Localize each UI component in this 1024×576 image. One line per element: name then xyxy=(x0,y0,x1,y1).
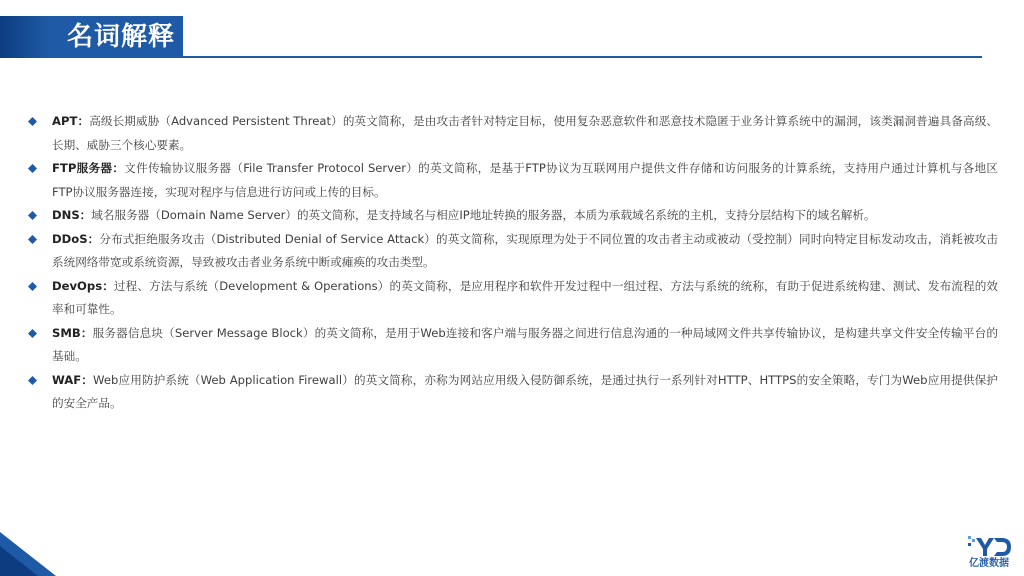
diamond-bullet-icon xyxy=(28,376,37,385)
company-logo xyxy=(964,534,1014,570)
diamond-bullet-icon xyxy=(28,211,37,220)
logo-text: 亿渡数据 xyxy=(969,558,1009,569)
definition-item-ftp xyxy=(28,157,998,204)
definition-term: DDoS： xyxy=(52,231,100,246)
definition-text: 域名服务器（Domain Name Server）的英文简称，是支持域名与相应IP地址转换的服务器，本质为承载域名系统的主机，支持分层结构下的域名解析。 xyxy=(91,208,876,222)
page-title: 名词解释 xyxy=(67,22,176,52)
definition-text: 高级长期威胁（Advanced Persistent Threat）的英文简称，是由攻击者针对特定目标，使用复杂恶意软件和恶意技术隐匿于业务计算系统中的漏洞，该类漏洞普遍具备高级、长期、威胁三个核心要素。 xyxy=(52,114,998,152)
definition-item-ddos xyxy=(28,228,998,275)
diamond-bullet-icon xyxy=(28,235,37,244)
definition-text: 过程、方法与系统（Development & Operations）的英文简称，是应用程序和软件开发过程中一组过程、方法与系统的统称，有助于促进系统构建、测试、发布流程的效率和可靠性。 xyxy=(52,278,998,316)
definition-term: SMB： xyxy=(52,325,93,340)
definition-list xyxy=(28,110,998,416)
corner-decoration xyxy=(0,532,56,576)
diamond-bullet-icon xyxy=(28,117,37,126)
definition-item-devops xyxy=(28,275,998,322)
definition-text: 文件传输协议服务器（File Transfer Protocol Server）的英文简称，是基于FTP协议为互联网用户提供文件存储和访问服务的计算系统，支持用户通过计算机与各地区FTP协议服务器连接，实现对程序与信息进行访问或上传的目标。 xyxy=(52,161,998,199)
definition-term: FTP服务器： xyxy=(52,161,125,175)
definition-text: 服务器信息块（Server Message Block）的英文简称，是用于Web连接和客户端与服务器之间进行信息沟通的一种局域网文件共享传输协议，是构建共享文件安全传输平台的基础。 xyxy=(52,325,998,363)
logo-mark-icon xyxy=(964,534,1014,558)
definition-term: WAF： xyxy=(52,372,94,387)
title-underline xyxy=(183,56,982,58)
definition-text: Web应用防护系统（Web Application Firewall）的英文简称，亦称为网站应用级入侵防御系统，是通过执行一系列针对HTTP、HTTPS的安全策略，专门为Web应用提供保护的安全产品。 xyxy=(52,372,998,410)
definition-item-waf xyxy=(28,369,998,416)
title-banner xyxy=(0,16,183,58)
definition-term: DNS： xyxy=(52,208,92,222)
diamond-bullet-icon xyxy=(28,164,37,173)
definition-term: DevOps： xyxy=(52,278,114,293)
diamond-bullet-icon xyxy=(28,329,37,338)
title-banner-shade xyxy=(0,16,50,58)
diamond-bullet-icon xyxy=(28,282,37,291)
definition-item-dns xyxy=(28,204,998,228)
definition-item-smb xyxy=(28,322,998,369)
definition-text: 分布式拒绝服务攻击（Distributed Denial of Service Attack）的英文简称，实现原理为处于不同位置的攻击者主动或被动（受控制）同时向特定目标发动攻击，消耗被攻击系统网络带宽或系统资源，导致被攻击者业务系统中断或瘫痪的攻击类型。 xyxy=(52,231,998,269)
definition-item-apt xyxy=(28,110,998,157)
definition-term: APT： xyxy=(52,114,90,128)
